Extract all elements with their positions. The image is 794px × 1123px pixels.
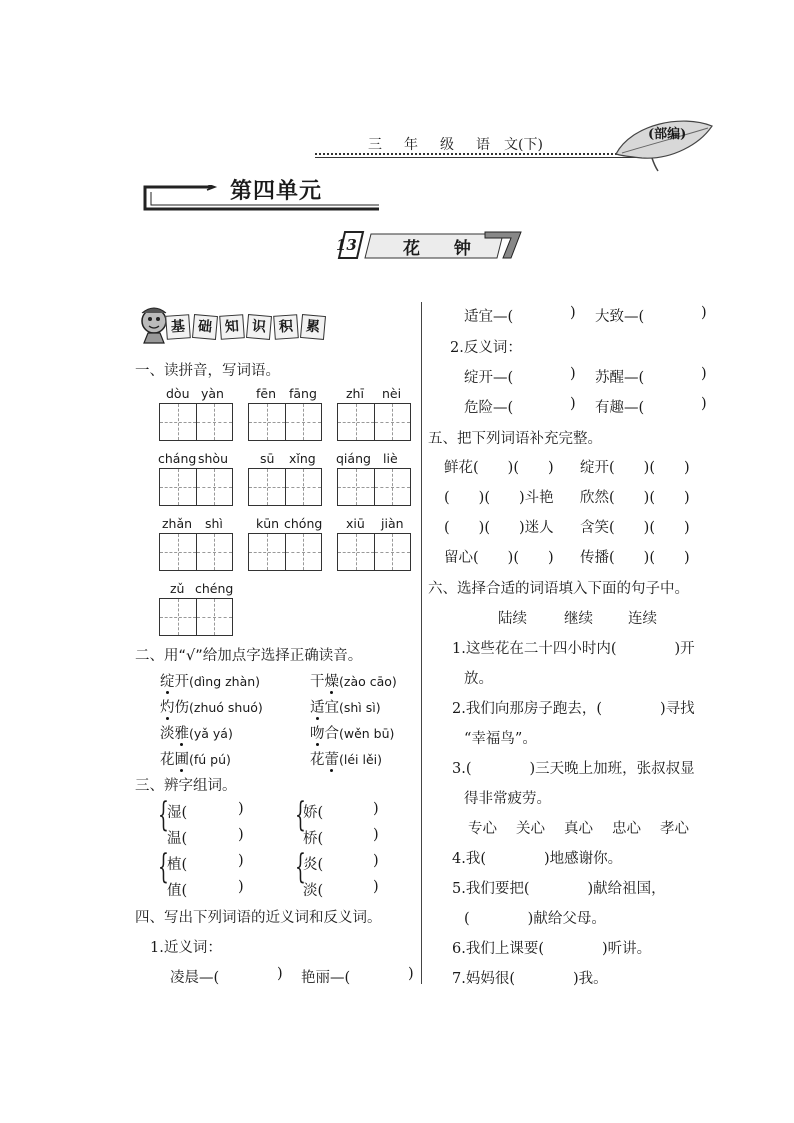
- reading-item: 花圃(fú pú): [160, 752, 231, 768]
- pinyin: kūn: [256, 516, 280, 531]
- sentence: 2.我们向那房子跑去，( )寻找: [452, 701, 695, 717]
- pinyin: nèi: [382, 386, 402, 401]
- blank-close: ): [238, 801, 244, 817]
- writing-box[interactable]: [159, 533, 233, 571]
- writing-box[interactable]: [248, 403, 322, 441]
- brace: {: [158, 795, 169, 835]
- writing-box[interactable]: [337, 403, 411, 441]
- section2-title: 二、用“√”给加点字选择正确读音。: [135, 648, 363, 664]
- section4-sub2: 2.反义词：: [450, 340, 522, 356]
- header-char: 级: [440, 137, 454, 153]
- blank-close: ): [570, 305, 576, 321]
- sentence: 3.( )三天晚上加班，张叔叔显: [452, 761, 695, 777]
- pinyin: yàn: [201, 386, 224, 401]
- blank-close: ): [701, 305, 707, 321]
- choice-word: 关心: [516, 821, 545, 837]
- header-char: (下): [518, 137, 543, 153]
- blank-close: ): [701, 396, 707, 412]
- writing-box[interactable]: [337, 533, 411, 571]
- sentence: 1.这些花在二十四小时内( )开: [452, 641, 695, 657]
- blank-close: ): [373, 801, 379, 817]
- blank-close: ): [408, 966, 414, 982]
- section4-title: 四、写出下列词语的近义词和反义词。: [135, 910, 382, 926]
- reading-item: 淡雅(yǎ yá): [160, 726, 233, 742]
- antonym-item: 苏醒—(: [595, 370, 645, 386]
- pinyin: liè: [383, 451, 398, 466]
- header-char: 语: [476, 137, 490, 153]
- blank-close: ): [238, 827, 244, 843]
- writing-box[interactable]: [159, 598, 233, 636]
- lesson-title: 花 钟: [403, 239, 485, 259]
- section3-title: 三、辨字组词。: [135, 778, 237, 794]
- lesson-number: 13: [336, 236, 357, 254]
- banner-char: 基: [165, 314, 191, 340]
- sentence: 4.我( )地感谢你。: [452, 851, 623, 867]
- sentence: 得非常疲劳。: [464, 791, 551, 807]
- idiom-item: 留心( )( ): [444, 550, 554, 566]
- sentence: 5.我们要把( )献给祖国，: [452, 881, 666, 897]
- reading-item: 吻合(wěn bū): [310, 726, 395, 742]
- banner-char: 积: [273, 314, 299, 340]
- banner-char: 识: [246, 314, 272, 340]
- antonym-item: 危险—(: [464, 400, 514, 416]
- unit-title: 第四单元: [230, 178, 323, 204]
- idiom-item: 绽开( )( ): [580, 460, 690, 476]
- pinyin: jiàn: [381, 516, 404, 531]
- reading-item: 干燥(zào cāo): [310, 674, 397, 690]
- pinyin: zhī: [346, 386, 364, 401]
- header-char: 年: [404, 137, 418, 153]
- synonym-item: 大致—(: [595, 309, 645, 325]
- blank-close: ): [277, 966, 283, 982]
- banner-char: 累: [300, 314, 326, 340]
- idiom-item: ( )( )迷人: [444, 520, 554, 536]
- choice-word: 继续: [564, 611, 593, 627]
- pinyin: shì: [205, 516, 223, 531]
- banner-char: 础: [192, 314, 218, 340]
- blank-close: ): [570, 366, 576, 382]
- choice-word: 连续: [628, 611, 657, 627]
- antonym-item: 绽开—(: [464, 370, 514, 386]
- word-pair-item: 值(: [167, 883, 188, 899]
- pinyin: chéng: [195, 581, 234, 596]
- pinyin: dòu: [166, 386, 190, 401]
- choice-word: 忠心: [612, 821, 641, 837]
- word-pair-item: 娇(: [303, 805, 324, 821]
- section1-title: 一、读拼音，写词语。: [135, 363, 280, 379]
- pinyin: xǐng: [289, 451, 316, 466]
- pinyin: fāng: [289, 386, 317, 401]
- word-pair-item: 淡(: [303, 883, 324, 899]
- header-rule: [315, 157, 645, 158]
- blank-close: ): [701, 366, 707, 382]
- idiom-item: ( )( )斗艳: [444, 490, 554, 506]
- pinyin: xiū: [346, 516, 365, 531]
- synonym-item: 艳丽—(: [301, 970, 351, 986]
- column-divider: [421, 302, 422, 984]
- idiom-item: 鲜花( )( ): [444, 460, 554, 476]
- section-banner: [166, 315, 328, 339]
- writing-box[interactable]: [337, 468, 411, 506]
- idiom-item: 含笑( )( ): [580, 520, 690, 536]
- blank-close: ): [570, 396, 576, 412]
- section4-sub1: 1.近义词：: [150, 940, 222, 956]
- pinyin: shòu: [198, 451, 229, 466]
- pinyin: zhǎn: [162, 516, 193, 531]
- synonym-item: 适宜—(: [464, 309, 514, 325]
- word-pair-item: 桥(: [303, 831, 324, 847]
- synonym-item: 凌晨—(: [170, 970, 220, 986]
- brace: {: [295, 795, 306, 835]
- word-pair-item: 炎(: [303, 857, 324, 873]
- writing-box[interactable]: [159, 403, 233, 441]
- edition-label: (部编): [648, 127, 687, 142]
- word-pair-item: 湿(: [167, 805, 188, 821]
- word-pair-item: 温(: [167, 831, 188, 847]
- blank-close: ): [238, 879, 244, 895]
- writing-box[interactable]: [248, 533, 322, 571]
- pinyin: cháng: [158, 451, 197, 466]
- reading-item: 灼伤(zhuó shuó): [160, 700, 263, 716]
- blank-close: ): [373, 879, 379, 895]
- antonym-item: 有趣—(: [595, 400, 645, 416]
- choice-word: 陆续: [498, 611, 527, 627]
- brace: {: [295, 847, 306, 887]
- sentence: 放。: [464, 671, 493, 687]
- pinyin: zǔ: [170, 581, 185, 596]
- blank-close: ): [238, 853, 244, 869]
- brace: {: [158, 847, 169, 887]
- pinyin: sū: [260, 451, 275, 466]
- blank-close: ): [373, 827, 379, 843]
- banner-char: 知: [219, 314, 245, 340]
- sentence: ( )献给父母。: [464, 911, 606, 927]
- choice-word: 真心: [564, 821, 593, 837]
- blank-close: ): [373, 853, 379, 869]
- idiom-item: 欣然( )( ): [580, 490, 690, 506]
- book-header-title: [368, 134, 543, 154]
- word-pair-item: 植(: [167, 857, 188, 873]
- pinyin: chóng: [284, 516, 323, 531]
- section5-title: 五、把下列词语补充完整。: [428, 431, 602, 447]
- sentence: 7.妈妈很( )我。: [452, 971, 608, 987]
- reading-item: 适宜(shì sì): [310, 700, 381, 716]
- header-dotted-rule: [315, 153, 645, 155]
- pinyin: qiáng: [336, 451, 371, 466]
- pinyin: fēn: [256, 386, 277, 401]
- writing-box[interactable]: [248, 468, 322, 506]
- reading-item: 绽开(dìng zhàn): [160, 674, 261, 690]
- idiom-item: 传播( )( ): [580, 550, 690, 566]
- writing-box[interactable]: [159, 468, 233, 506]
- sentence: “幸福鸟”。: [464, 731, 537, 747]
- header-char: 三: [368, 137, 382, 153]
- header-char: 文: [504, 137, 518, 153]
- reading-item: 花蕾(léi lěi): [310, 752, 382, 768]
- choice-word: 孝心: [660, 821, 689, 837]
- sentence: 6.我们上课要( )听讲。: [452, 941, 652, 957]
- choice-word: 专心: [468, 821, 497, 837]
- section6-title: 六、选择合适的词语填入下面的句子中。: [428, 581, 689, 597]
